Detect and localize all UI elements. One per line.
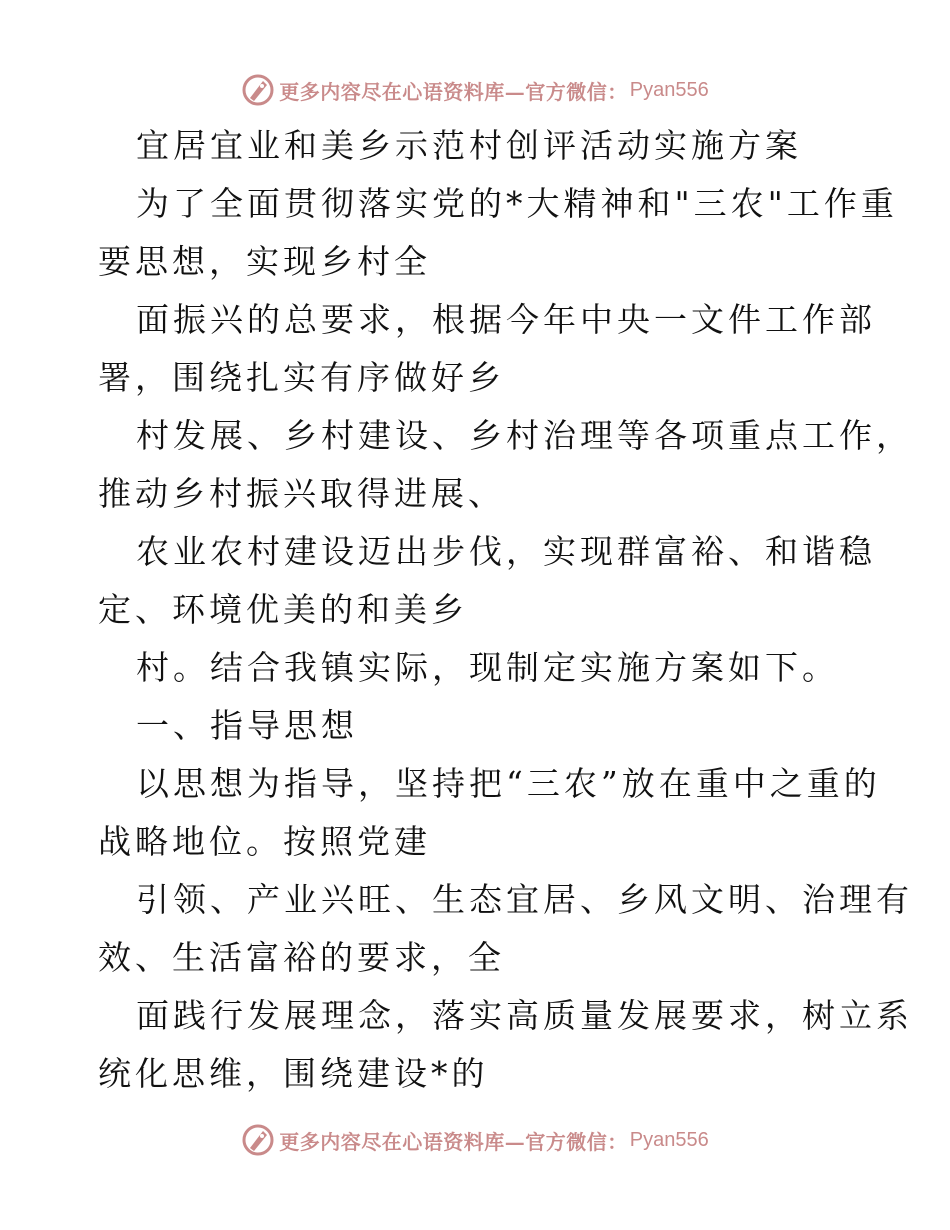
paragraph-line: 村。结合我镇实际，现制定实施方案如下。 [136,648,839,687]
paragraph-line: 署，围绕扎实有序做好乡 [98,358,505,397]
paragraph-line: 农业农村建设迈出步伐，实现群富裕、和谐稳 [136,532,876,571]
pen-nib-logo-icon [241,1123,275,1157]
paragraph-line: 战略地位。按照党建 [98,822,431,861]
banner-wechat-id: Pyan556 [629,78,709,101]
paragraph-line: 推动乡村振兴取得进展、 [98,474,505,513]
header-banner [0,70,950,110]
document-body [98,117,913,1103]
footer-banner [0,1120,950,1160]
document-title: 宜居宜业和美乡示范村创评活动实施方案 [136,126,802,165]
banner-text: 更多内容尽在心语资料库—官方微信： [279,1129,628,1154]
banner-wechat-id: Pyan556 [629,1128,709,1151]
paragraph-line: 引领、产业兴旺、生态宜居、乡风文明、治理有 [136,880,913,919]
paragraph-line: 统化思维，围绕建设*的 [98,1054,489,1093]
banner-text: 更多内容尽在心语资料库—官方微信： [279,79,628,104]
paragraph-line: 效、生活富裕的要求，全 [98,938,505,977]
paragraph-line: 村发展、乡村建设、乡村治理等各项重点工作， [136,416,913,455]
pen-nib-logo-icon [241,73,275,107]
paragraph-line: 定、环境优美的和美乡 [98,590,468,629]
section-heading: 一、指导思想 [136,706,358,745]
paragraph-line: 面践行发展理念，落实高质量发展要求，树立系 [136,996,913,1035]
paragraph-line: 为了全面贯彻落实党的*大精神和"三农"工作重 [136,184,898,223]
paragraph-line: 以思想为指导，坚持把“三农”放在重中之重的 [136,764,881,803]
paragraph-line: 要思想，实现乡村全 [98,242,431,281]
paragraph-line: 面振兴的总要求，根据今年中央一文件工作部 [136,300,876,339]
